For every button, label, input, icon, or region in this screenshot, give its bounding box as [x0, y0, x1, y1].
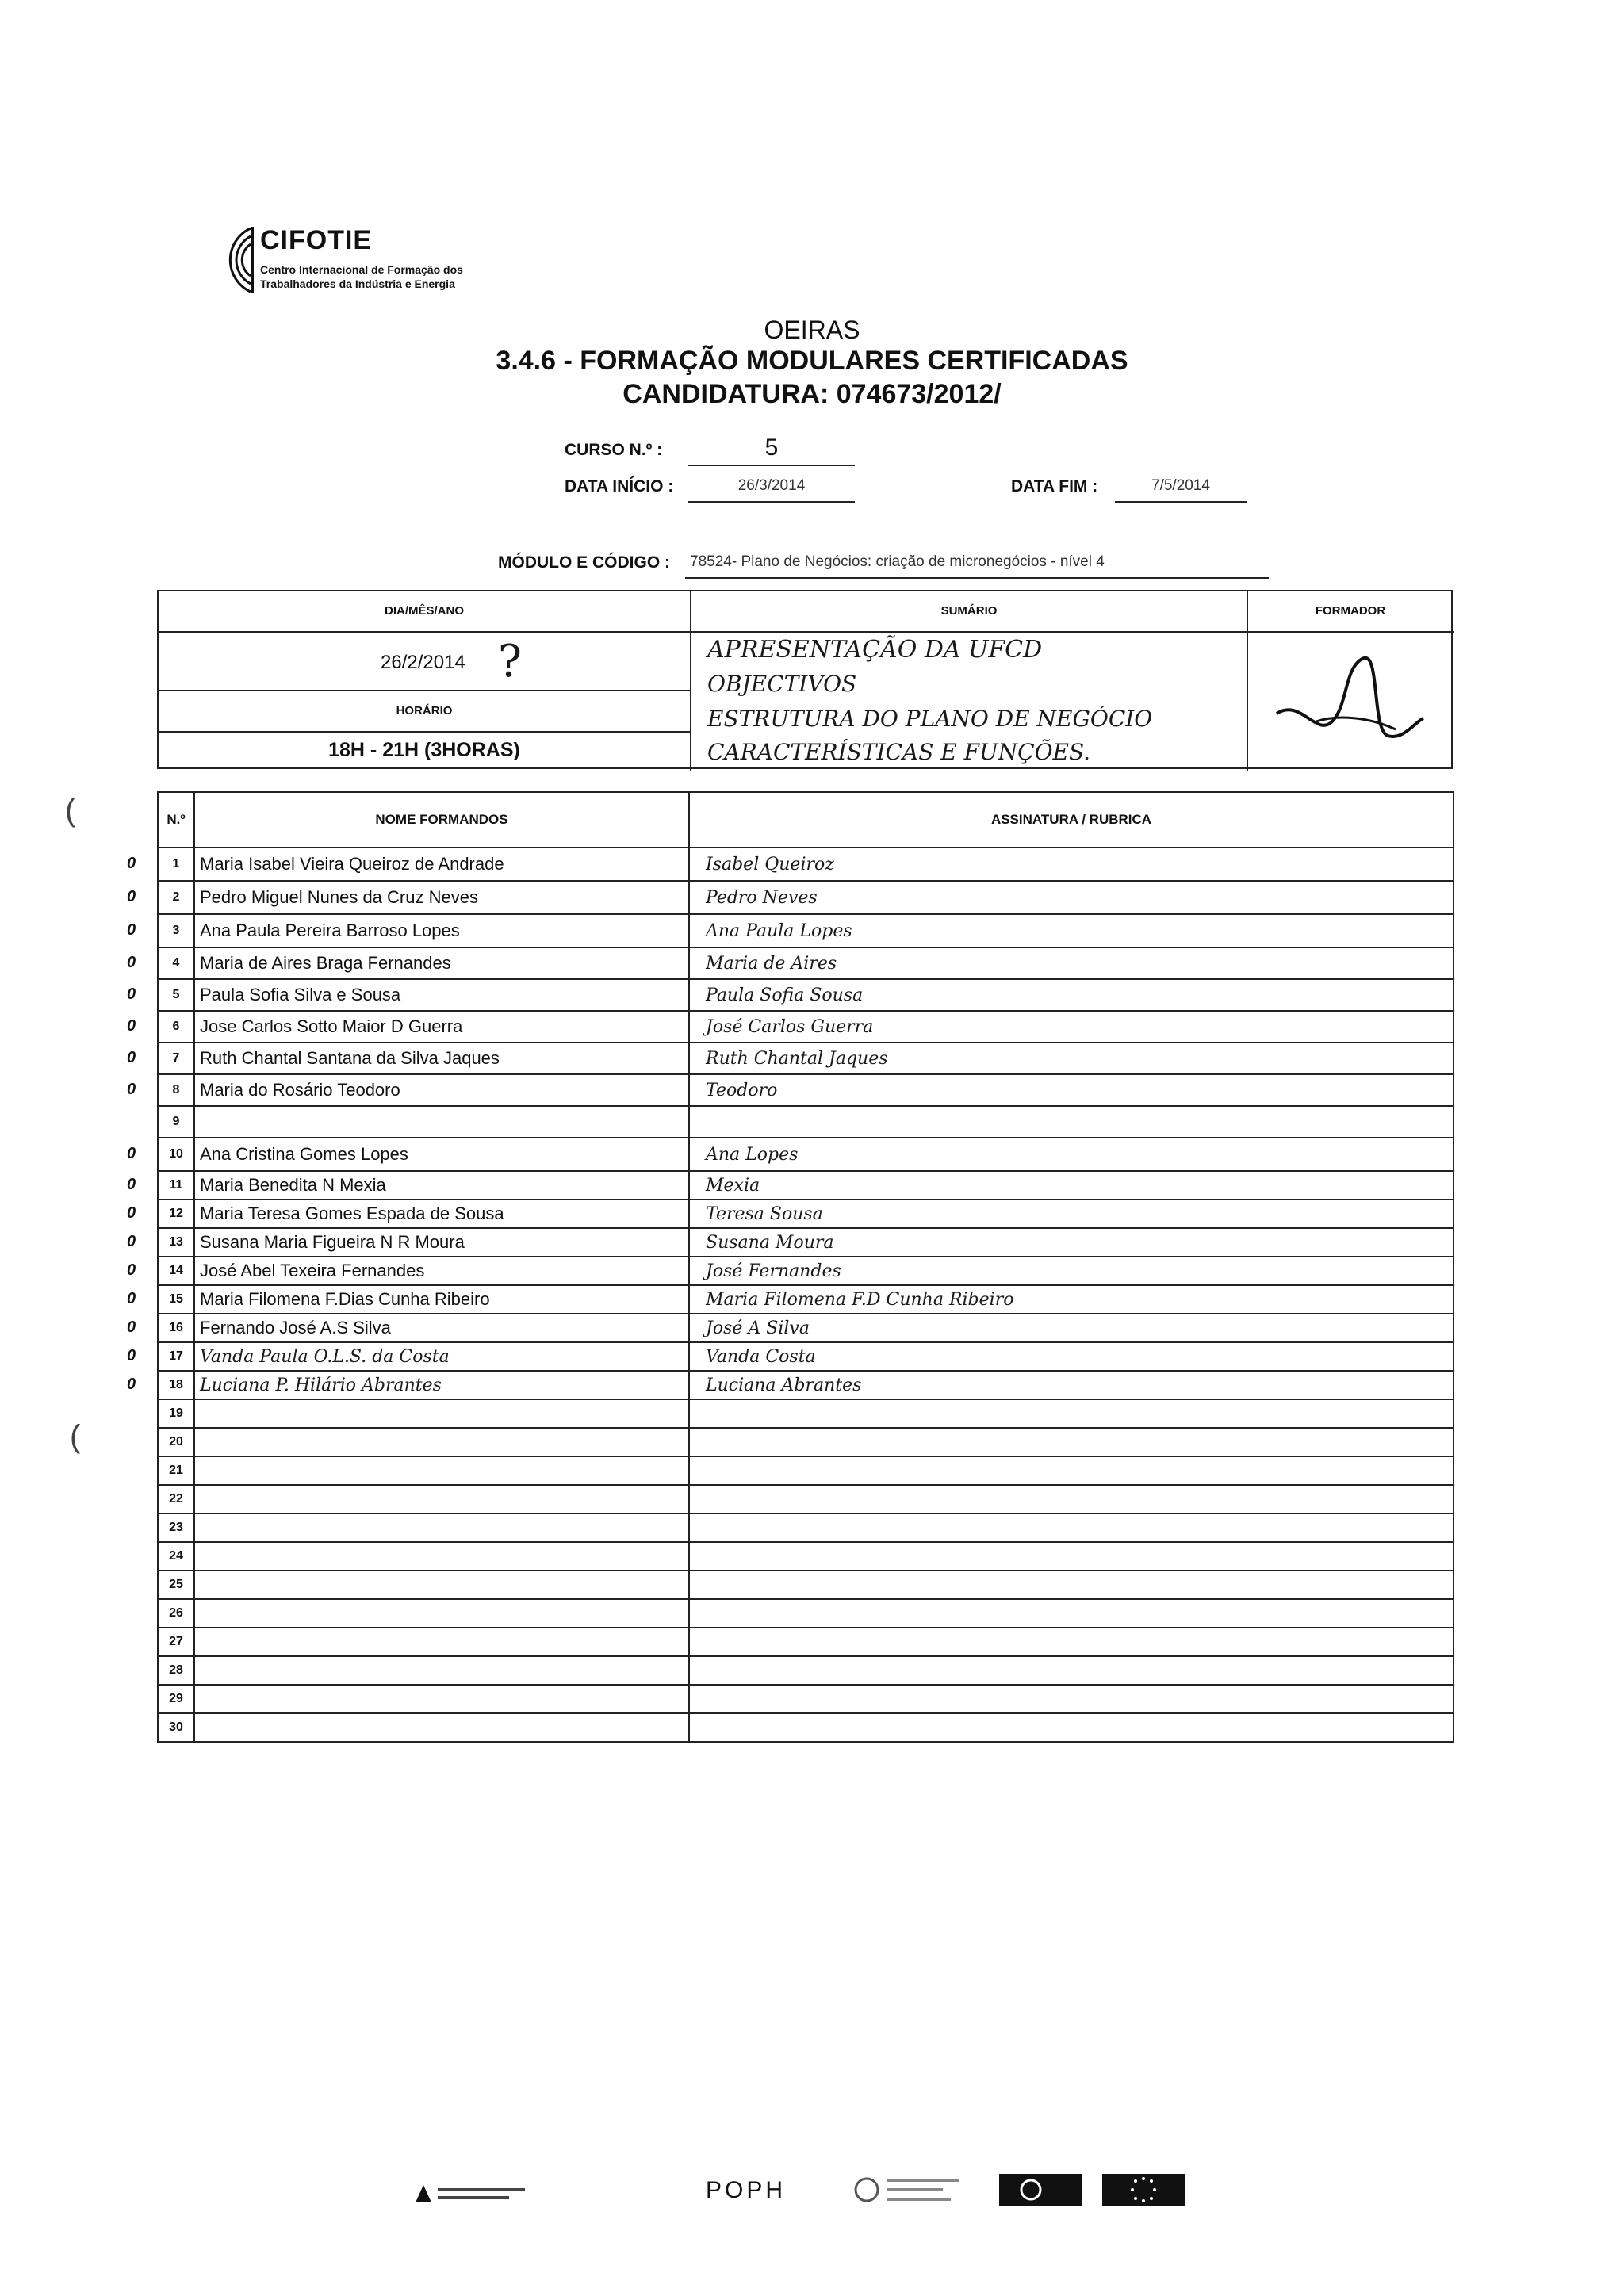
table-row	[158, 1456, 1454, 1485]
trainee-signature	[689, 1513, 1454, 1542]
trainee-name	[194, 1428, 689, 1456]
trainee-name: Luciana P. Hilário Abrantes	[194, 1371, 689, 1399]
row-number: 24	[158, 1542, 194, 1571]
portugal-logo	[852, 2172, 971, 2212]
trainee-signature: Mexia	[689, 1171, 1454, 1200]
trainee-signature: Ana Paula Lopes	[689, 914, 1454, 947]
curso-value: 5	[688, 434, 855, 466]
attendance-mark: 0	[127, 1233, 136, 1250]
row-number: 15	[158, 1285, 194, 1314]
table-row	[158, 1428, 1454, 1456]
table-header-row	[158, 792, 1454, 848]
sumario-line-3: ESTRUTURA DO PLANO DE NEGÓCIO	[707, 706, 1153, 732]
trainee-signature: Teodoro	[689, 1074, 1454, 1106]
trainee-name	[194, 1571, 689, 1599]
row-number: 19	[158, 1399, 194, 1428]
table-row	[158, 1171, 1454, 1200]
trainee-signature: Paula Sofia Sousa	[689, 979, 1454, 1011]
row-number: 17	[158, 1342, 194, 1371]
logo-line-2: Trabalhadores da Indústria e Energia	[260, 277, 455, 290]
attendance-mark: 0	[127, 985, 136, 1003]
table-row	[158, 1314, 1454, 1342]
sumario-header: SUMÁRIO	[940, 604, 998, 618]
date-mark: ?	[498, 636, 523, 687]
row-number: 10	[158, 1138, 194, 1171]
table-row	[158, 848, 1454, 881]
table-row	[158, 1628, 1454, 1656]
table-row	[158, 1257, 1454, 1285]
trainee-name	[194, 1106, 689, 1138]
trainee-signature: Teresa Sousa	[689, 1200, 1454, 1228]
emblem-logo	[999, 2174, 1082, 2206]
table-row	[158, 1685, 1454, 1713]
page-title: 3.4.6 - FORMAÇÃO MODULARES CERTIFICADAS	[496, 346, 1128, 376]
row-number: 30	[158, 1713, 194, 1742]
trainee-signature	[689, 1542, 1454, 1571]
row-number: 23	[158, 1513, 194, 1542]
row-number: 12	[158, 1200, 194, 1228]
trainee-signature	[689, 1571, 1454, 1599]
trainee-name: Ruth Chantal Santana da Silva Jaques	[194, 1043, 689, 1074]
table-row	[158, 1138, 1454, 1171]
trainee-name: Fernando José A.S Silva	[194, 1314, 689, 1342]
table-row	[158, 914, 1454, 947]
row-number: 20	[158, 1428, 194, 1456]
trainee-signature: Susana Moura	[689, 1228, 1454, 1257]
candidatura-title: CANDIDATURA: 074673/2012/	[622, 379, 1002, 409]
table-row	[158, 1599, 1454, 1628]
trainee-name: Ana Paula Pereira Barroso Lopes	[194, 914, 689, 947]
table-row	[158, 1485, 1454, 1513]
trainee-signature	[689, 1599, 1454, 1628]
attendance-mark: 0	[127, 1261, 136, 1279]
table-row	[158, 1200, 1454, 1228]
data-fim-label: DATA FIM :	[1011, 477, 1098, 496]
trainee-signature	[689, 1713, 1454, 1742]
row-number: 13	[158, 1228, 194, 1257]
cifotie-logo	[198, 222, 563, 309]
trainee-name	[194, 1713, 689, 1742]
trainee-name: Maria Isabel Vieira Queiroz de Andrade	[194, 848, 689, 881]
horario-value: 18H - 21H (3HORAS)	[328, 739, 520, 761]
table-row	[158, 1342, 1454, 1371]
row-number: 3	[158, 914, 194, 947]
attendance-mark: 0	[127, 1017, 136, 1035]
row-number: 9	[158, 1106, 194, 1138]
trainee-name	[194, 1513, 689, 1542]
table-row	[158, 1571, 1454, 1599]
data-inicio-label: DATA INÍCIO :	[565, 477, 674, 496]
trainee-name: Pedro Miguel Nunes da Cruz Neves	[194, 881, 689, 914]
trainee-name	[194, 1542, 689, 1571]
modulo-value: 78524- Plano de Negócios: criação de micronegócios - nível 4	[685, 553, 1269, 579]
table-row	[158, 947, 1454, 979]
trainee-signature: Ana Lopes	[689, 1138, 1454, 1171]
row-number: 16	[158, 1314, 194, 1342]
qren-logo	[412, 2180, 531, 2207]
row-number: 21	[158, 1456, 194, 1485]
trainee-signature: Ruth Chantal Jaques	[689, 1043, 1454, 1074]
trainee-signature: Isabel Queiroz	[689, 848, 1454, 881]
attendance-mark: 0	[127, 1145, 136, 1162]
poph-logo: POPH	[706, 2177, 787, 2203]
trainee-signature: José Fernandes	[689, 1257, 1454, 1285]
trainee-signature: Pedro Neves	[689, 881, 1454, 914]
row-number: 14	[158, 1257, 194, 1285]
trainee-signature	[689, 1628, 1454, 1656]
formador-signature	[1269, 642, 1427, 753]
row-number: 1	[158, 848, 194, 881]
trainee-signature	[689, 1399, 1454, 1428]
trainee-name: José Abel Texeira Fernandes	[194, 1257, 689, 1285]
eu-flag-icon	[1102, 2174, 1185, 2206]
city-title: OEIRAS	[764, 316, 860, 344]
table-row	[158, 1656, 1454, 1685]
horario-label: HORÁRIO	[396, 704, 453, 718]
date-value: 26/2/2014	[381, 652, 465, 673]
summary-box	[157, 590, 1453, 769]
trainee-signature	[689, 1106, 1454, 1138]
sumario-line-4: CARACTERÍSTICAS E FUNÇÕES.	[707, 739, 1091, 765]
row-number: 22	[158, 1485, 194, 1513]
data-fim-value: 7/5/2014	[1115, 477, 1247, 503]
row-number: 7	[158, 1043, 194, 1074]
table-row	[158, 1043, 1454, 1074]
funding-logos	[412, 2172, 1205, 2220]
attendance-mark: 0	[127, 1204, 136, 1222]
row-number: 25	[158, 1571, 194, 1599]
table-row	[158, 1285, 1454, 1314]
num-header: N.º	[158, 792, 194, 848]
margin-mark-top: (	[65, 793, 76, 828]
trainee-name	[194, 1685, 689, 1713]
row-number: 11	[158, 1171, 194, 1200]
row-number: 6	[158, 1011, 194, 1043]
row-number: 8	[158, 1074, 194, 1106]
row-number: 26	[158, 1599, 194, 1628]
trainee-signature: José A Silva	[689, 1314, 1454, 1342]
trainee-signature: Luciana Abrantes	[689, 1371, 1454, 1399]
row-number: 18	[158, 1371, 194, 1399]
trainee-signature	[689, 1485, 1454, 1513]
trainee-signature: Vanda Costa	[689, 1342, 1454, 1371]
trainee-signature	[689, 1656, 1454, 1685]
row-number: 5	[158, 979, 194, 1011]
curso-label: CURSO N.º :	[565, 441, 663, 459]
sumario-line-1: APRESENTAÇÃO DA UFCD	[707, 636, 1043, 664]
date-header: DIA/MÊS/ANO	[384, 604, 464, 618]
attendance-mark: 0	[127, 954, 136, 971]
attendance-mark: 0	[127, 855, 136, 872]
trainee-signature	[689, 1428, 1454, 1456]
trainee-signature: Maria de Aires	[689, 947, 1454, 979]
table-row	[158, 881, 1454, 914]
attendance-mark: 0	[127, 1081, 136, 1098]
trainee-signature	[689, 1685, 1454, 1713]
logo-line-1: Centro Internacional de Formação dos	[260, 263, 463, 276]
attendance-mark: 0	[127, 1347, 136, 1364]
row-number: 28	[158, 1656, 194, 1685]
table-row	[158, 1228, 1454, 1257]
row-number: 4	[158, 947, 194, 979]
trainee-name: Susana Maria Figueira N R Moura	[194, 1228, 689, 1257]
trainee-name: Maria de Aires Braga Fernandes	[194, 947, 689, 979]
table-row	[158, 1513, 1454, 1542]
row-number: 29	[158, 1685, 194, 1713]
trainee-name: Maria Benedita N Mexia	[194, 1171, 689, 1200]
attendance-mark: 0	[127, 1376, 136, 1393]
table-row	[158, 1371, 1454, 1399]
trainee-name: Jose Carlos Sotto Maior D Guerra	[194, 1011, 689, 1043]
table-row	[158, 1399, 1454, 1428]
row-number: 27	[158, 1628, 194, 1656]
sumario-line-2: OBJECTIVOS	[707, 671, 857, 697]
trainee-name: Paula Sofia Silva e Sousa	[194, 979, 689, 1011]
table-row	[158, 1106, 1454, 1138]
trainee-name: Vanda Paula O.L.S. da Costa	[194, 1342, 689, 1371]
name-header: NOME FORMANDOS	[194, 792, 689, 848]
table-row	[158, 1074, 1454, 1106]
trainee-name: Ana Cristina Gomes Lopes	[194, 1138, 689, 1171]
attendance-mark: 0	[127, 921, 136, 939]
table-row	[158, 979, 1454, 1011]
data-inicio-value: 26/3/2014	[688, 477, 855, 503]
margin-mark-bottom: (	[70, 1419, 81, 1454]
table-row	[158, 1011, 1454, 1043]
attendance-mark: 0	[127, 1318, 136, 1336]
trainee-signature: José Carlos Guerra	[689, 1011, 1454, 1043]
attendance-mark: 0	[127, 1176, 136, 1193]
table-row	[158, 1713, 1454, 1742]
attendance-mark: 0	[127, 1290, 136, 1307]
trainee-name: Maria Filomena F.Dias Cunha Ribeiro	[194, 1285, 689, 1314]
trainee-name: Maria Teresa Gomes Espada de Sousa	[194, 1200, 689, 1228]
trainee-name	[194, 1485, 689, 1513]
trainee-name	[194, 1599, 689, 1628]
trainee-name	[194, 1656, 689, 1685]
attendance-table	[157, 791, 1454, 1743]
modulo-label: MÓDULO E CÓDIGO :	[498, 553, 670, 572]
signature-header: ASSINATURA / RUBRICA	[689, 792, 1454, 848]
trainee-signature	[689, 1456, 1454, 1485]
logo-name: CIFOTIE	[260, 225, 373, 255]
table-row	[158, 1542, 1454, 1571]
trainee-name	[194, 1456, 689, 1485]
trainee-name: Maria do Rosário Teodoro	[194, 1074, 689, 1106]
trainee-name	[194, 1399, 689, 1428]
attendance-mark: 0	[127, 1049, 136, 1066]
attendance-mark: 0	[127, 888, 136, 905]
trainee-signature: Maria Filomena F.D Cunha Ribeiro	[689, 1285, 1454, 1314]
cifotie-arc-icon	[198, 222, 255, 298]
row-number: 2	[158, 881, 194, 914]
formador-header: FORMADOR	[1315, 604, 1386, 618]
trainee-name	[194, 1628, 689, 1656]
